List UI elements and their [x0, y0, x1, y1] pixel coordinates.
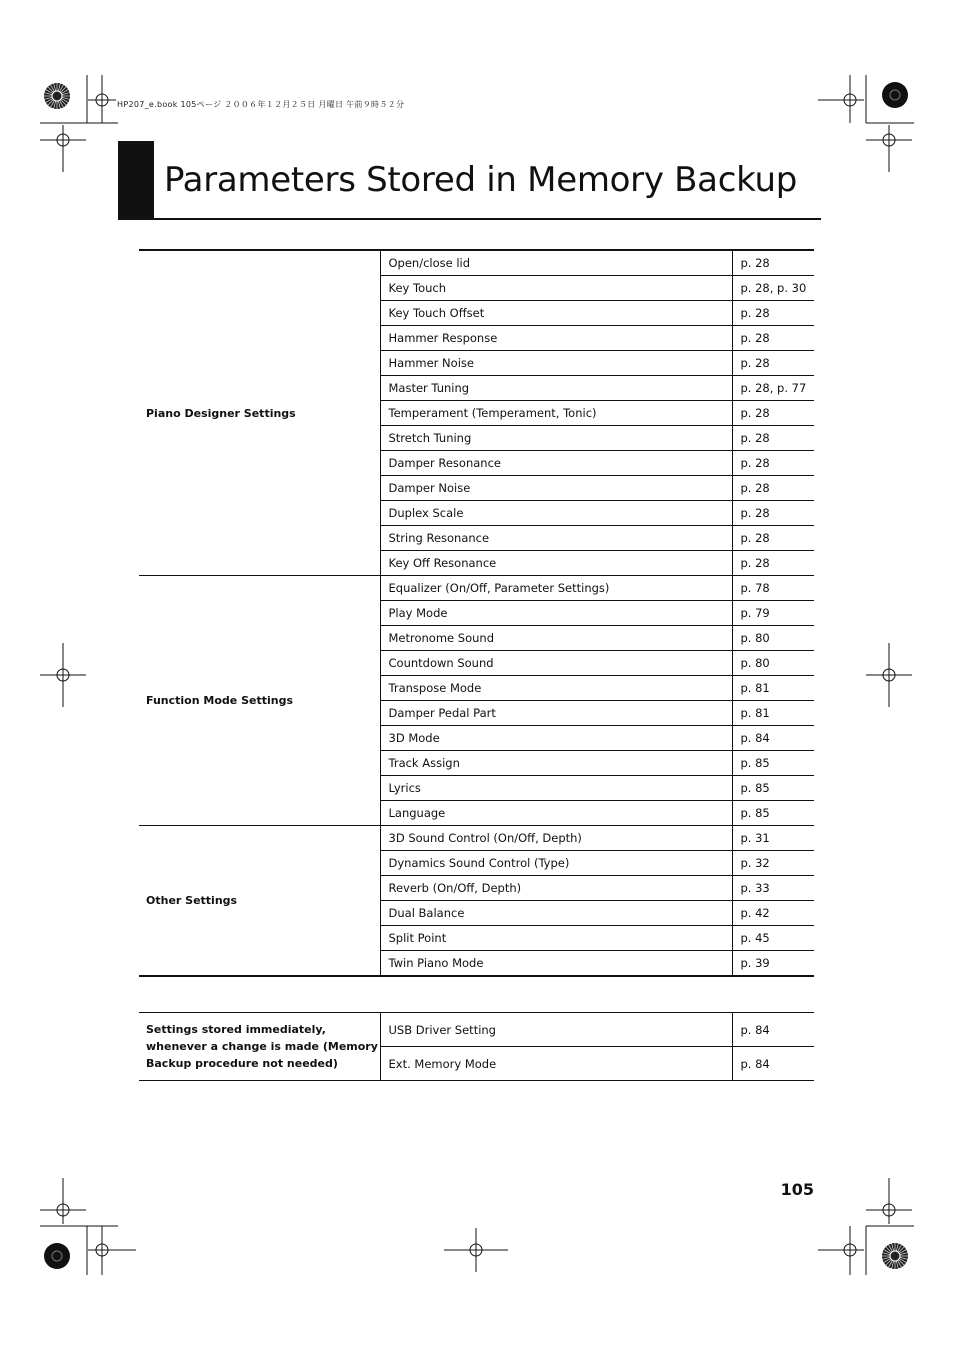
parameter-name: Split Point: [380, 926, 732, 951]
parameter-name: Twin Piano Mode: [380, 951, 732, 977]
page-reference: p. 85: [732, 751, 814, 776]
group-label: Settings stored immediately, whenever a change is made (Memory Backup procedure not needed): [139, 1013, 380, 1081]
parameter-name: Ext. Memory Mode: [380, 1047, 732, 1081]
parameter-name: Reverb (On/Off, Depth): [380, 876, 732, 901]
page-title: Parameters Stored in Memory Backup: [164, 160, 797, 200]
group-label: Function Mode Settings: [139, 576, 380, 826]
page-reference: p. 28: [732, 451, 814, 476]
page-reference: p. 28: [732, 351, 814, 376]
group-label: Other Settings: [139, 826, 380, 977]
print-header-note: HP207_e.book 105ページ ２００６年１２月２５日 月曜日 午前９時５２分: [117, 100, 405, 109]
parameter-name: Play Mode: [380, 601, 732, 626]
page-reference: p. 28: [732, 250, 814, 276]
page-number: 105: [780, 1180, 814, 1199]
parameter-name: 3D Sound Control (On/Off, Depth): [380, 826, 732, 851]
page-reference: p. 81: [732, 676, 814, 701]
parameter-name: Language: [380, 801, 732, 826]
parameter-name: Hammer Response: [380, 326, 732, 351]
page-reference: p. 28: [732, 501, 814, 526]
parameter-name: Duplex Scale: [380, 501, 732, 526]
page-reference: p. 28: [732, 301, 814, 326]
page-reference: p. 28: [732, 426, 814, 451]
page-reference: p. 28: [732, 326, 814, 351]
page-reference: p. 45: [732, 926, 814, 951]
page-reference: p. 79: [732, 601, 814, 626]
page-reference: p. 28: [732, 476, 814, 501]
page-reference: p. 28: [732, 401, 814, 426]
parameter-name: Master Tuning: [380, 376, 732, 401]
page-reference: p. 80: [732, 626, 814, 651]
parameter-name: Open/close lid: [380, 250, 732, 276]
parameter-name: Equalizer (On/Off, Parameter Settings): [380, 576, 732, 601]
parameter-name: 3D Mode: [380, 726, 732, 751]
parameter-name: Damper Pedal Part: [380, 701, 732, 726]
page-reference: p. 81: [732, 701, 814, 726]
page-reference: p. 28, p. 77: [732, 376, 814, 401]
parameter-name: Key Off Resonance: [380, 551, 732, 576]
parameter-name: Temperament (Temperament, Tonic): [380, 401, 732, 426]
page-reference: p. 32: [732, 851, 814, 876]
parameter-name: Damper Resonance: [380, 451, 732, 476]
page-reference: p. 85: [732, 801, 814, 826]
parameter-name: Lyrics: [380, 776, 732, 801]
page-reference: p. 28, p. 30: [732, 276, 814, 301]
parameter-name: Stretch Tuning: [380, 426, 732, 451]
page-reference: p. 39: [732, 951, 814, 977]
page-reference: p. 80: [732, 651, 814, 676]
parameter-name: Key Touch: [380, 276, 732, 301]
page-reference: p. 85: [732, 776, 814, 801]
parameter-name: Hammer Noise: [380, 351, 732, 376]
parameter-name: Dynamics Sound Control (Type): [380, 851, 732, 876]
parameter-name: Dual Balance: [380, 901, 732, 926]
page-reference: p. 84: [732, 1047, 814, 1081]
parameter-name: Key Touch Offset: [380, 301, 732, 326]
page-reference: p. 78: [732, 576, 814, 601]
parameter-name: Transpose Mode: [380, 676, 732, 701]
parameter-name: Metronome Sound: [380, 626, 732, 651]
page-reference: p. 42: [732, 901, 814, 926]
parameter-name: Countdown Sound: [380, 651, 732, 676]
parameter-name: Damper Noise: [380, 476, 732, 501]
page-reference: p. 84: [732, 1013, 814, 1047]
parameter-name: USB Driver Setting: [380, 1013, 732, 1047]
parameter-name: String Resonance: [380, 526, 732, 551]
page-reference: p. 28: [732, 526, 814, 551]
parameter-name: Track Assign: [380, 751, 732, 776]
page-reference: p. 31: [732, 826, 814, 851]
page-reference: p. 84: [732, 726, 814, 751]
page-reference: p. 28: [732, 551, 814, 576]
group-label: Piano Designer Settings: [139, 250, 380, 576]
page-reference: p. 33: [732, 876, 814, 901]
